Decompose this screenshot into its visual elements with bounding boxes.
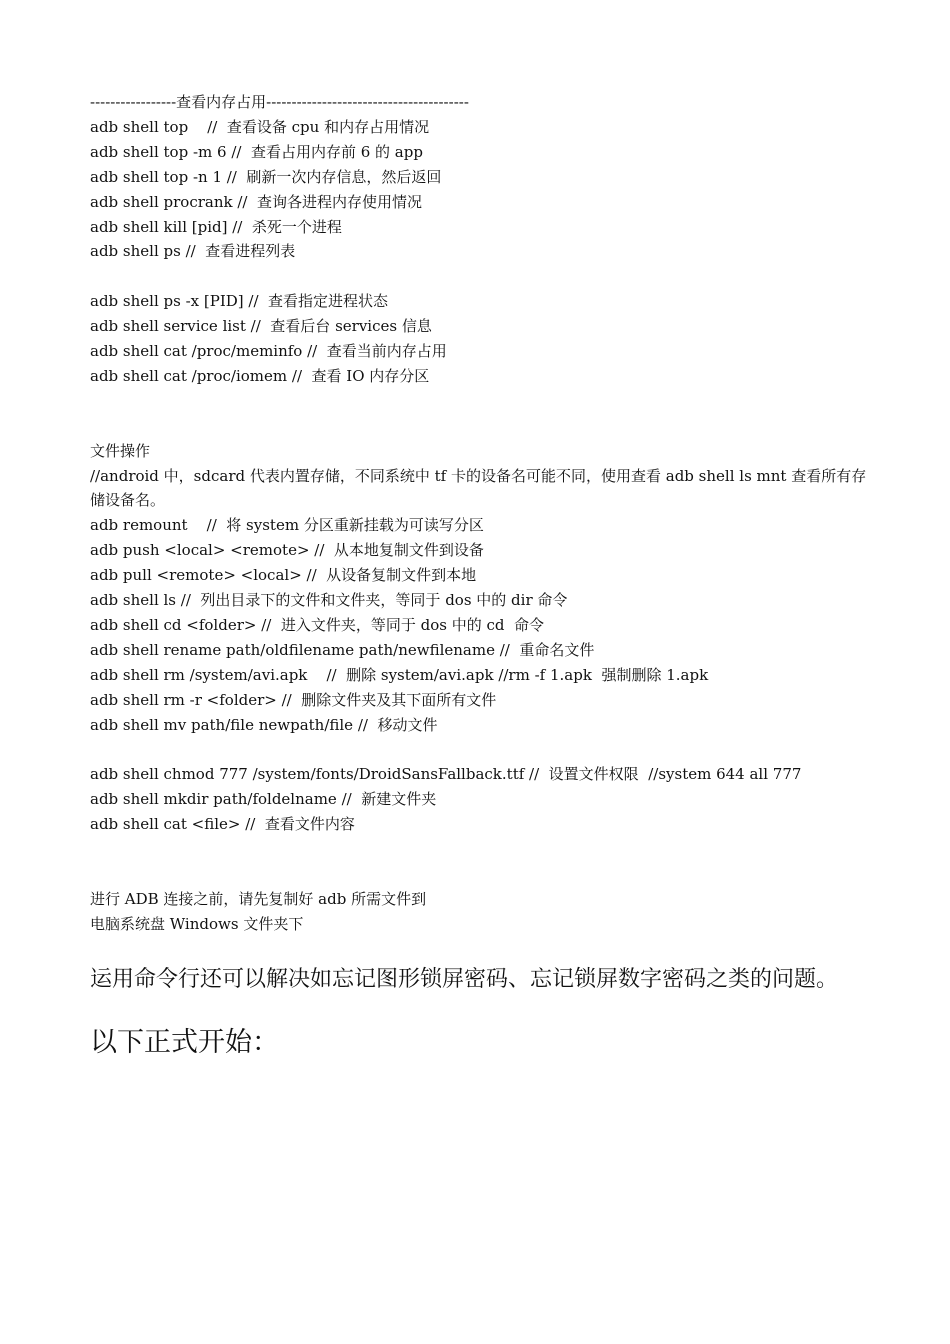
command-line: adb remount // 将 system 分区重新挂载为可读写分区 <box>90 516 484 535</box>
command-line: adb shell kill [pid] // 杀死一个进程 <box>90 217 342 236</box>
command-line: adb shell rename path/oldfilename path/newfilename // 重命名文件 <box>90 640 595 659</box>
file-section-note: //android 中，sdcard 代表内置存储，不同系统中 tf 卡的设备名可能不同，使用查看 adb shell ls mnt 查看所有存储设备名。 <box>90 466 867 510</box>
command-line: adb shell procrank // 查询各进程内存使用情况 <box>90 192 422 211</box>
command-line: adb pull <remote> <local> // 从设备复制文件到本地 <box>90 566 477 585</box>
command-line: adb shell top -m 6 // 查看占用内存前 6 的 app <box>90 142 423 161</box>
usage-paragraph: 运用命令行还可以解决如忘记图形锁屏密码、忘记锁屏数字密码之类的问题。 <box>90 966 839 992</box>
command-line: adb shell ls // 列出目录下的文件和文件夹，等同于 dos 中的 dir 命令 <box>90 591 568 610</box>
command-line: adb shell rm /system/avi.apk // 删除 system/avi.apk //rm -f 1.apk 强制删除 1.apk <box>90 665 709 684</box>
command-line: adb push <local> <remote> // 从本地复制文件到设备 <box>90 541 484 560</box>
command-line: adb shell mkdir path/foldelname // 新建文件夹 <box>90 790 437 809</box>
file-section-title: 文件操作 <box>90 441 151 460</box>
command-line: adb shell mv path/file newpath/file // 移动文件 <box>90 715 438 734</box>
blank-line <box>90 389 870 439</box>
command-line: adb shell cat <file> // 查看文件内容 <box>90 815 355 834</box>
command-line: adb shell ps -x [PID] // 查看指定进程状态 <box>90 292 389 311</box>
document-body <box>90 90 870 1061</box>
command-line: adb shell ps // 查看进程列表 <box>90 242 296 261</box>
adb-note-line: 电脑系统盘 Windows 文件夹下 <box>90 914 304 933</box>
command-line: adb shell cat /proc/iomem // 查看 IO 内存分区 <box>90 366 430 385</box>
command-line: adb shell top // 查看设备 cpu 和内存占用情况 <box>90 117 430 136</box>
command-line: adb shell cat /proc/meminfo // 查看当前内存占用 <box>90 342 447 361</box>
start-heading: 以下正式开始： <box>90 1026 279 1058</box>
command-line: adb shell chmod 777 /system/fonts/DroidSansFallback.ttf // 设置文件权限 //system 644 all 777 <box>90 765 802 784</box>
command-line: adb shell top -n 1 // 刷新一次内存信息，然后返回 <box>90 167 442 186</box>
blank-line <box>90 837 870 887</box>
blank-line <box>90 264 870 289</box>
command-line: adb shell rm -r <folder> // 删除文件夹及其下面所有文件 <box>90 690 497 709</box>
adb-note-line: 进行 ADB 连接之前，请先复制好 adb 所需文件到 <box>90 889 427 908</box>
command-line: adb shell service list // 查看后台 services 信息 <box>90 317 432 336</box>
command-line: adb shell cd <folder> // 进入文件夹，等同于 dos 中的 cd 命令 <box>90 616 545 634</box>
memory-section-header: -----------------查看内存占用---------------------------------------- <box>90 93 469 111</box>
blank-line <box>90 738 870 763</box>
